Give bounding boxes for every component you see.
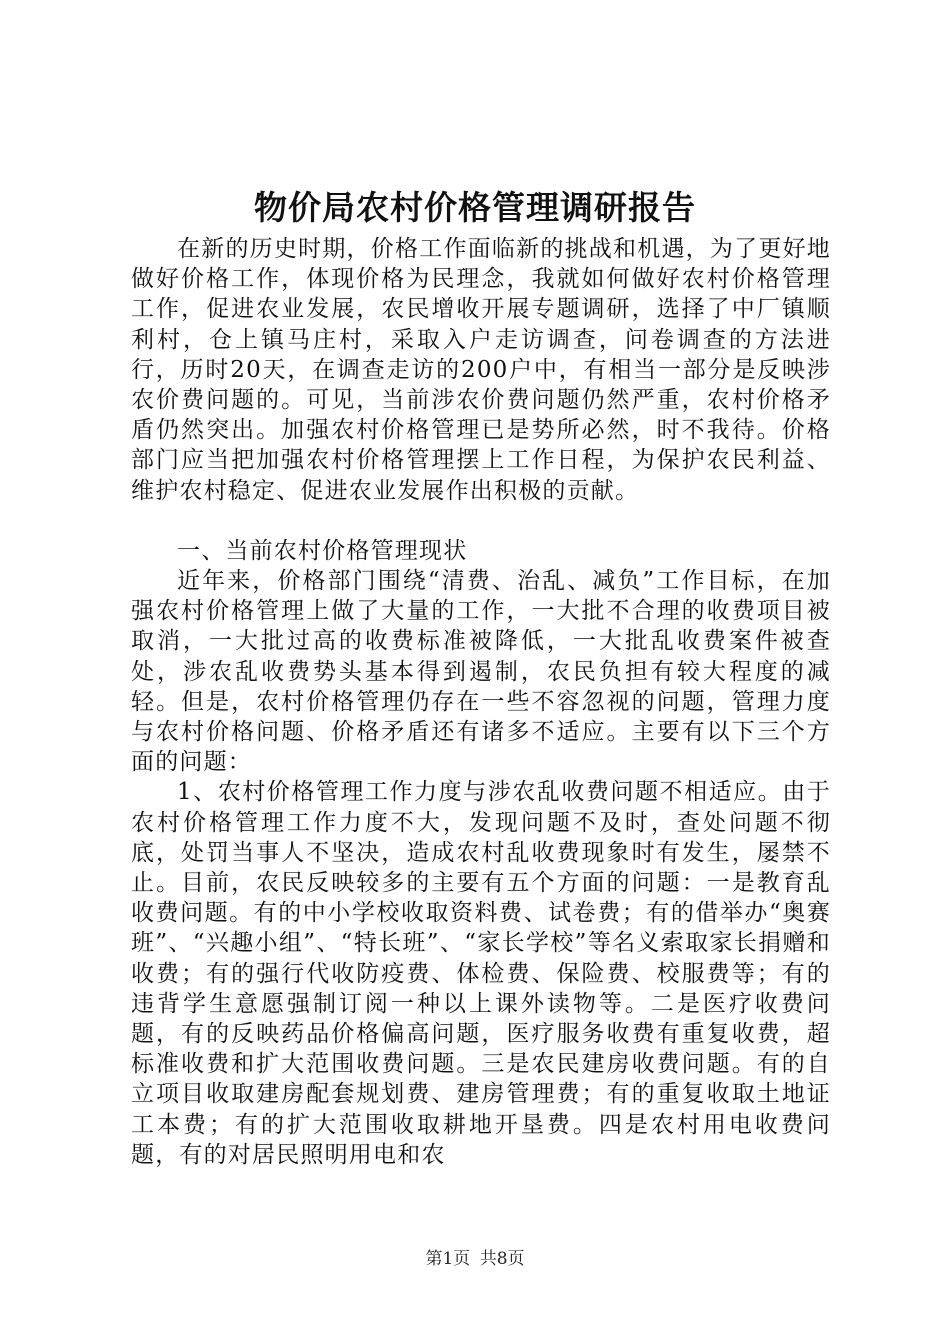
- page-number: 第1页: [425, 1249, 471, 1269]
- body-paragraph: 1、农村价格管理工作力度与涉农乱收费问题不相适应。由于农村价格管理工作力度不大，发现问题不及时，查处问题不彻底，处罚当事人不坚决，造成农村乱收费现象时有发生，屡禁不止。目前，农民反映较多的主要有五个方面的问题：一是教育乱收费问题。有的中小学校收取资料费、试卷费；有的借举办“奥赛班”、“兴趣小组”、“特长班”、“家长学校”等名义索取家长捐赠和收费；有的强行代收防疫费、体检费、保险费、校服费等；有的违背学生意愿强制订阅一种以上课外读物等。二是医疗收费问题，有的反映药品价格偏高问题，医疗服务收费有重复收费，超标准收费和扩大范围收费问题。三是农民建房收费问题。有的自立项目收取建房配套规划费、建房管理费；有的重复收取土地证工本费；有的扩大范围收取耕地开垦费。四是农村用电收费问题，有的对居民照明用电和农: [131, 779, 831, 1168]
- body-paragraph: 近年来，价格部门围绕“清费、治乱、减负”工作目标，在加强农村价格管理上做了大量的工作，一大批不合理的收费项目被取消，一大批过高的收费标准被降低，一大批乱收费案件被查处，涉农乱收费势头基本得到遏制，农民负担有较大程度的减轻。但是，农村价格管理仍存在一些不容忽视的问题，管理力度与农村价格问题、价格矛盾还有诸多不适应。主要有以下三个方面的问题：: [131, 568, 831, 776]
- page-total: 共8页: [479, 1249, 525, 1269]
- document-title: 物价局农村价格管理调研报告: [254, 188, 696, 227]
- document-body: [131, 234, 831, 1170]
- page-footer: [0, 1247, 950, 1271]
- section-heading: 一、当前农村价格管理现状: [177, 537, 468, 564]
- intro-paragraph: 在新的历史时期，价格工作面临新的挑战和机遇，为了更好地做好价格工作，体现价格为民理念，我就如何做好农村价格管理工作，促进农业发展，农民增收开展专题调研，选择了中厂镇顺利村，仓上镇马庄村，采取入户走访调查，问卷调查的方法进行，历时20天，在调查走访的200户中，有相当一部分是反映涉农价费问题的。可见，当前涉农价费问题仍然严重，农村价格矛盾仍然突出。加强农村价格管理已是势所必然，时不我待。价格部门应当把加强农村价格管理摆上工作日程，为保护农民利益、维护农村稳定、促进农业发展作出积极的贡献。: [131, 236, 831, 504]
